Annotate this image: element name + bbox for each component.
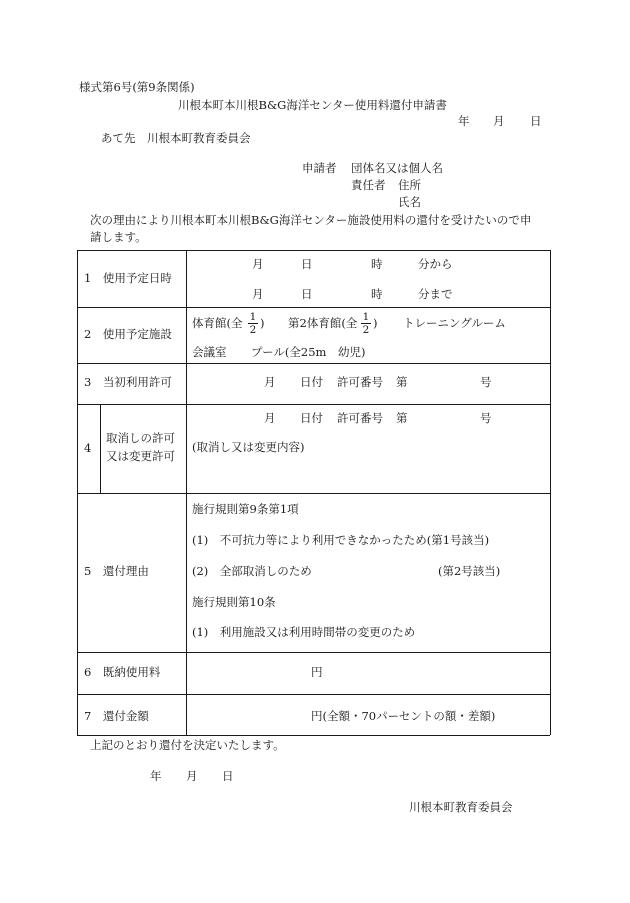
- row1-day-2: 日: [301, 287, 313, 301]
- row3-go: 号: [480, 375, 492, 389]
- reason-item-3: (1) 利用施設又は利用時間帯の変更のため: [192, 625, 416, 639]
- row1-until: 分まで: [418, 287, 453, 301]
- facility-pool: プール(全25m 幼児): [251, 345, 366, 359]
- row3-permit: 許可番号: [337, 375, 383, 389]
- row4-go: 号: [480, 411, 492, 425]
- facility-meeting: 会議室: [192, 345, 227, 359]
- gym-half-numerator: 1: [249, 311, 257, 323]
- date-month: 月: [493, 114, 505, 128]
- row5-label: 5 還付理由: [84, 564, 149, 578]
- row3-label: 3 当初利用許可: [84, 375, 172, 389]
- facility-gym: 体育館(全: [192, 316, 243, 330]
- gym-half-fraction: [248, 311, 258, 336]
- gym2-half-fraction: [361, 311, 371, 336]
- applicant-label: 申請者: [302, 161, 337, 175]
- intro-line-1: 次の理由により川根本町本川根B&G海洋センター施設使用料の還付を受けたいので申: [90, 213, 532, 227]
- row1-month-2: 月: [252, 287, 264, 301]
- form-number: 様式第6号(第9条関係): [79, 80, 195, 94]
- row4-dai: 第: [396, 411, 408, 425]
- gym2-close-paren: ): [373, 316, 378, 330]
- decision-day: 日: [222, 769, 234, 783]
- gym-close-paren: ): [260, 316, 265, 330]
- reason-item-2: (2) 全部取消しのため: [192, 564, 312, 578]
- responsible-label: 責任者: [351, 178, 386, 192]
- gym2-half-numerator: 1: [362, 311, 370, 323]
- row2-label: 2 使用予定施設: [84, 327, 172, 341]
- decision-year: 年: [150, 769, 162, 783]
- row4-dayfu: 日付: [300, 411, 323, 425]
- applicant-name: 氏名: [398, 195, 421, 209]
- rule-9-1: 施行規則第9条第1項: [192, 502, 299, 516]
- row1-day: 日: [301, 257, 313, 271]
- row1-hour: 時: [371, 257, 383, 271]
- row7-yen: 円(全額・70パーセントの額・差額): [311, 709, 496, 723]
- reason-item-1: (1) 不可抗力等により利用できなかったため(第1号該当): [192, 533, 490, 547]
- date-year: 年: [458, 114, 470, 128]
- facility-gym-2: 第2体育館(全: [288, 316, 358, 330]
- gym-half-denominator: 2: [249, 324, 257, 336]
- gym2-half-denominator: 2: [362, 324, 370, 336]
- row1-from: 分から: [418, 257, 453, 271]
- row6-yen: 円: [311, 665, 323, 679]
- row3-dayfu: 日付: [300, 375, 323, 389]
- date-day: 日: [530, 114, 542, 128]
- row4-label-1: 取消しの許可: [106, 431, 175, 445]
- row4-label-2: 又は変更許可: [106, 449, 175, 463]
- row4-month: 月: [264, 411, 276, 425]
- row6-label: 6 既納使用料: [84, 665, 161, 679]
- rule-10: 施行規則第10条: [192, 595, 276, 609]
- facility-training: トレーニングルーム: [403, 316, 506, 330]
- applicant-address: 住所: [398, 178, 421, 192]
- committee-name: 川根本町教育委員会: [409, 800, 513, 814]
- row1-hour-2: 時: [371, 287, 383, 301]
- row1-label: 1 使用予定日時: [84, 271, 172, 285]
- addressee: あて先 川根本町教育委員会: [101, 131, 251, 145]
- intro-line-2: 請します。: [90, 230, 147, 244]
- decision-text: 上記のとおり還付を決定いたします。: [90, 738, 285, 752]
- row3-dai: 第: [396, 375, 408, 389]
- row4-content: (取消し又は変更内容): [192, 440, 305, 454]
- row7-label: 7 還付金額: [84, 709, 149, 723]
- applicant-org: 団体名又は個人名: [351, 161, 443, 175]
- row1-month: 月: [252, 257, 264, 271]
- reason-item-2-ref: (第2号該当): [438, 564, 501, 578]
- row3-month: 月: [264, 375, 276, 389]
- row4-number: 4: [84, 441, 92, 455]
- decision-month: 月: [186, 769, 198, 783]
- document-title: 川根本町本川根B&G海洋センター使用料還付申請書: [178, 98, 447, 112]
- row4-permit: 許可番号: [337, 411, 383, 425]
